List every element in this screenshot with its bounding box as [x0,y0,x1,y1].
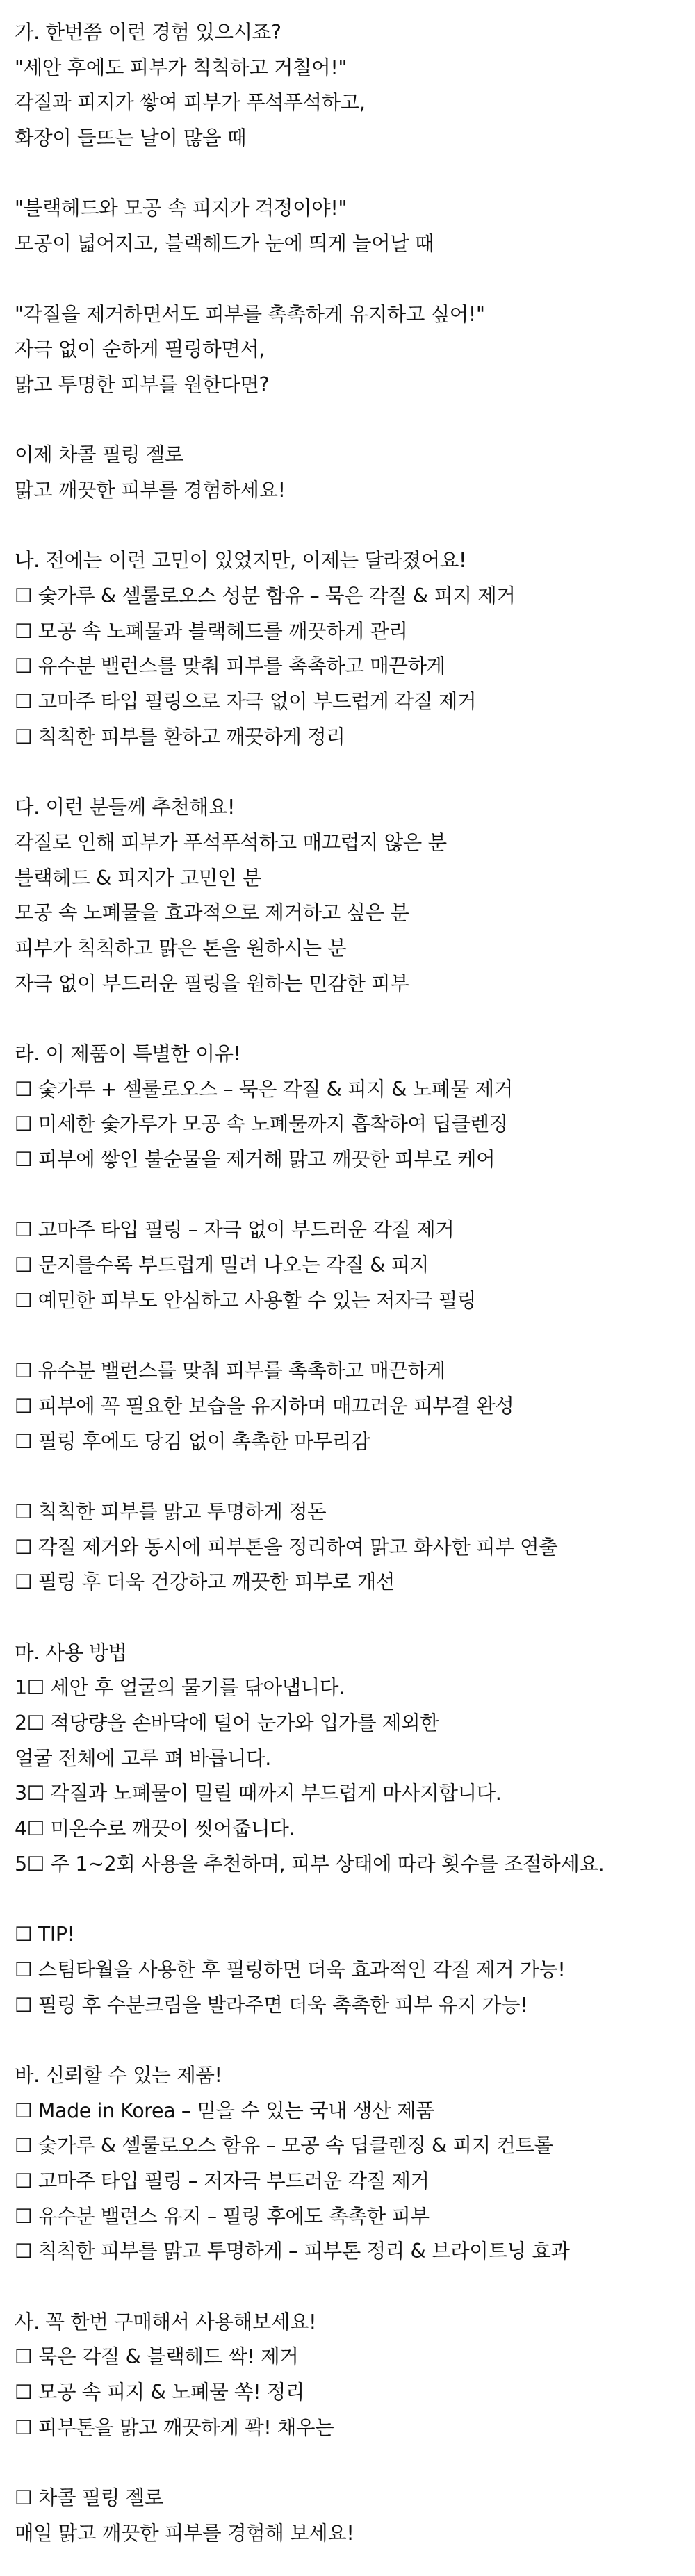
text-section [15,790,682,1001]
text-line: ☐ 피부에 꼭 필요한 보습을 유지하며 매끄러운 피부결 완성 [15,1394,514,1418]
text-line: ☐ 고마주 타입 필링 – 저자극 부드러운 각질 제거 [15,2169,430,2192]
text-line: 매일 맑고 깨끗한 피부를 경험해 보세요! [15,2521,354,2545]
blank-line-spacer [15,1882,682,1917]
text-line: 블랙헤드 & 피지가 고민인 분 [15,866,261,889]
text-section [15,543,682,755]
text-section [15,297,682,403]
text-section [15,2305,682,2446]
text-line: ☐ 숯가루 + 셀룰로오스 – 묵은 각질 & 피지 & 노폐물 제거 [15,1077,513,1101]
text-line: 라. 이 제품이 특별한 이유! [15,1042,241,1065]
text-line: ☐ 칙칙한 피부를 맑고 투명하게 – 피부톤 정리 & 브라이트닝 효과 [15,2240,570,2263]
text-line: 마. 사용 방법 [15,1641,127,1664]
text-section [15,1354,682,1459]
text-line: 가. 한번쯤 이런 경험 있으시죠? [15,21,281,44]
text-line: ☐ 차콜 필링 젤로 [15,2486,163,2510]
text-line: 1☐ 세안 후 얼굴의 물기를 닦아냅니다. [15,1676,345,1700]
text-line: ☐ 문지를수록 부드럽게 밀려 나오는 각질 & 피지 [15,1254,429,1277]
text-line: ☐ 숯가루 & 셀룰로오스 함유 – 모공 속 딥클렌징 & 피지 컨트롤 [15,2134,553,2158]
blank-line-spacer [15,1459,682,1495]
text-line: 맑고 깨끗한 피부를 경험하세요! [15,478,286,502]
text-line: ☐ TIP! [15,1923,75,1946]
text-line: 4☐ 미온수로 깨끗이 씻어줍니다. [15,1817,295,1841]
text-section [15,15,682,156]
text-line: ☐ 필링 후 더욱 건강하고 깨끗한 피부로 개선 [15,1570,395,1594]
text-line: 이제 차콜 필링 젤로 [15,443,184,467]
blank-line-spacer [15,403,682,438]
text-line: 바. 신뢰할 수 있는 제품! [15,2063,222,2087]
text-section [15,1495,682,1600]
text-section [15,2058,682,2270]
text-line: 각질로 인해 피부가 푸석푸석하고 매끄럽지 않은 분 [15,830,447,854]
text-line: ☐ 피부에 쌓인 불순물을 제거해 맑고 깨끗한 피부로 케어 [15,1148,496,1171]
blank-line-spacer [15,1600,682,1636]
text-line: ☐ 고마주 타입 필링으로 자극 없이 부드럽게 각질 제거 [15,690,477,714]
text-line: 3☐ 각질과 노폐물이 밀릴 때까지 부드럽게 마사지합니다. [15,1782,502,1805]
blank-line-spacer [15,262,682,297]
text-line: ☐ 스팀타월을 사용한 후 필링하면 더욱 효과적인 각질 제거 가능! [15,1958,566,1981]
text-line: ☐ Made in Korea – 믿을 수 있는 국내 생산 제품 [15,2099,435,2122]
text-section [15,1917,682,2023]
text-line: ☐ 유수분 밸런스를 맞춰 피부를 촉촉하고 매끈하게 [15,1359,445,1383]
text-line: ☐ 고마주 타입 필링 – 자극 없이 부드러운 각질 제거 [15,1218,455,1242]
text-line: 다. 이런 분들께 추천해요! [15,796,235,819]
text-line: ☐ 피부톤을 맑고 깨끗하게 꽉! 채우는 [15,2415,334,2439]
text-line: 자극 없이 순하게 필링하면서, [15,338,265,361]
blank-line-spacer [15,156,682,192]
text-line: "세안 후에도 피부가 칙칙하고 거칠어!" [15,56,348,79]
text-line: "블랙헤드와 모공 속 피지가 걱정이야!" [15,197,348,220]
blank-line-spacer [15,1001,682,1037]
text-line: ☐ 칙칙한 피부를 맑고 투명하게 정돈 [15,1500,327,1523]
product-description-document [15,15,682,2552]
text-line: ☐ 숯가루 & 셀룰로오스 성분 함유 – 묵은 각질 & 피지 제거 [15,584,516,607]
text-line: ☐ 각질 제거와 동시에 피부톤을 정리하여 맑고 화사한 피부 연출 [15,1535,558,1559]
text-line: 화장이 들뜨는 날이 많을 때 [15,126,247,150]
blank-line-spacer [15,509,682,544]
text-line: ☐ 모공 속 노폐물과 블랙헤드를 깨끗하게 관리 [15,619,408,643]
text-line: ☐ 묵은 각질 & 블랙헤드 싹! 제거 [15,2345,299,2369]
text-line: 자극 없이 부드러운 필링을 원하는 민감한 피부 [15,971,409,995]
blank-line-spacer [15,1318,682,1354]
blank-line-spacer [15,2023,682,2058]
blank-line-spacer [15,2270,682,2305]
text-line: 나. 전에는 이런 고민이 있었지만, 이제는 달라졌어요! [15,549,467,573]
text-line: 각질과 피지가 쌓여 피부가 푸석푸석하고, [15,91,366,115]
text-section [15,191,682,261]
text-section [15,1037,682,1178]
text-line: ☐ 모공 속 피지 & 노폐물 쏙! 정리 [15,2381,305,2404]
blank-line-spacer [15,2445,682,2481]
text-line: 모공이 넓어지고, 블랙헤드가 눈에 띄게 늘어날 때 [15,232,434,256]
text-line: 2☐ 적당량을 손바닥에 덜어 눈가와 입가를 제외한 [15,1712,439,1734]
text-section [15,1636,682,1882]
text-section [15,1213,682,1318]
text-line: ☐ 필링 후에도 당김 없이 촉촉한 마무리감 [15,1429,370,1453]
text-line: ☐ 미세한 숯가루가 모공 속 노폐물까지 흡착하여 딥클렌징 [15,1113,508,1136]
text-line: ☐ 유수분 밸런스를 맞춰 피부를 촉촉하고 매끈하게 [15,655,445,678]
text-line: 사. 꼭 한번 구매해서 사용해보세요! [15,2310,317,2333]
text-line: ☐ 예민한 피부도 안심하고 사용할 수 있는 저자극 필링 [15,1288,477,1312]
text-line: 맑고 투명한 피부를 원한다면? [15,372,270,396]
blank-line-spacer [15,755,682,790]
text-line: ☐ 유수분 밸런스 유지 – 필링 후에도 촉촉한 피부 [15,2204,430,2228]
text-line: ☐ 필링 후 수분크림을 발라주면 더욱 촉촉한 피부 유지 가능! [15,1993,528,2017]
text-line: ☐ 칙칙한 피부를 환하고 깨끗하게 정리 [15,725,345,748]
text-line: 5☐ 주 1~2회 사용을 추천하며, 피부 상태에 따라 횟수를 조절하세요. [15,1852,605,1876]
text-line: "각질을 제거하면서도 피부를 촉촉하게 유지하고 싶어!" [15,302,485,326]
text-section [15,438,682,508]
text-line: 피부가 칙칙하고 맑은 톤을 원하시는 분 [15,936,347,960]
text-line: 모공 속 노폐물을 효과적으로 제거하고 싶은 분 [15,901,409,925]
text-section [15,2481,682,2551]
text-line: 얼굴 전체에 고루 펴 바릅니다. [15,1746,271,1770]
blank-line-spacer [15,1178,682,1213]
